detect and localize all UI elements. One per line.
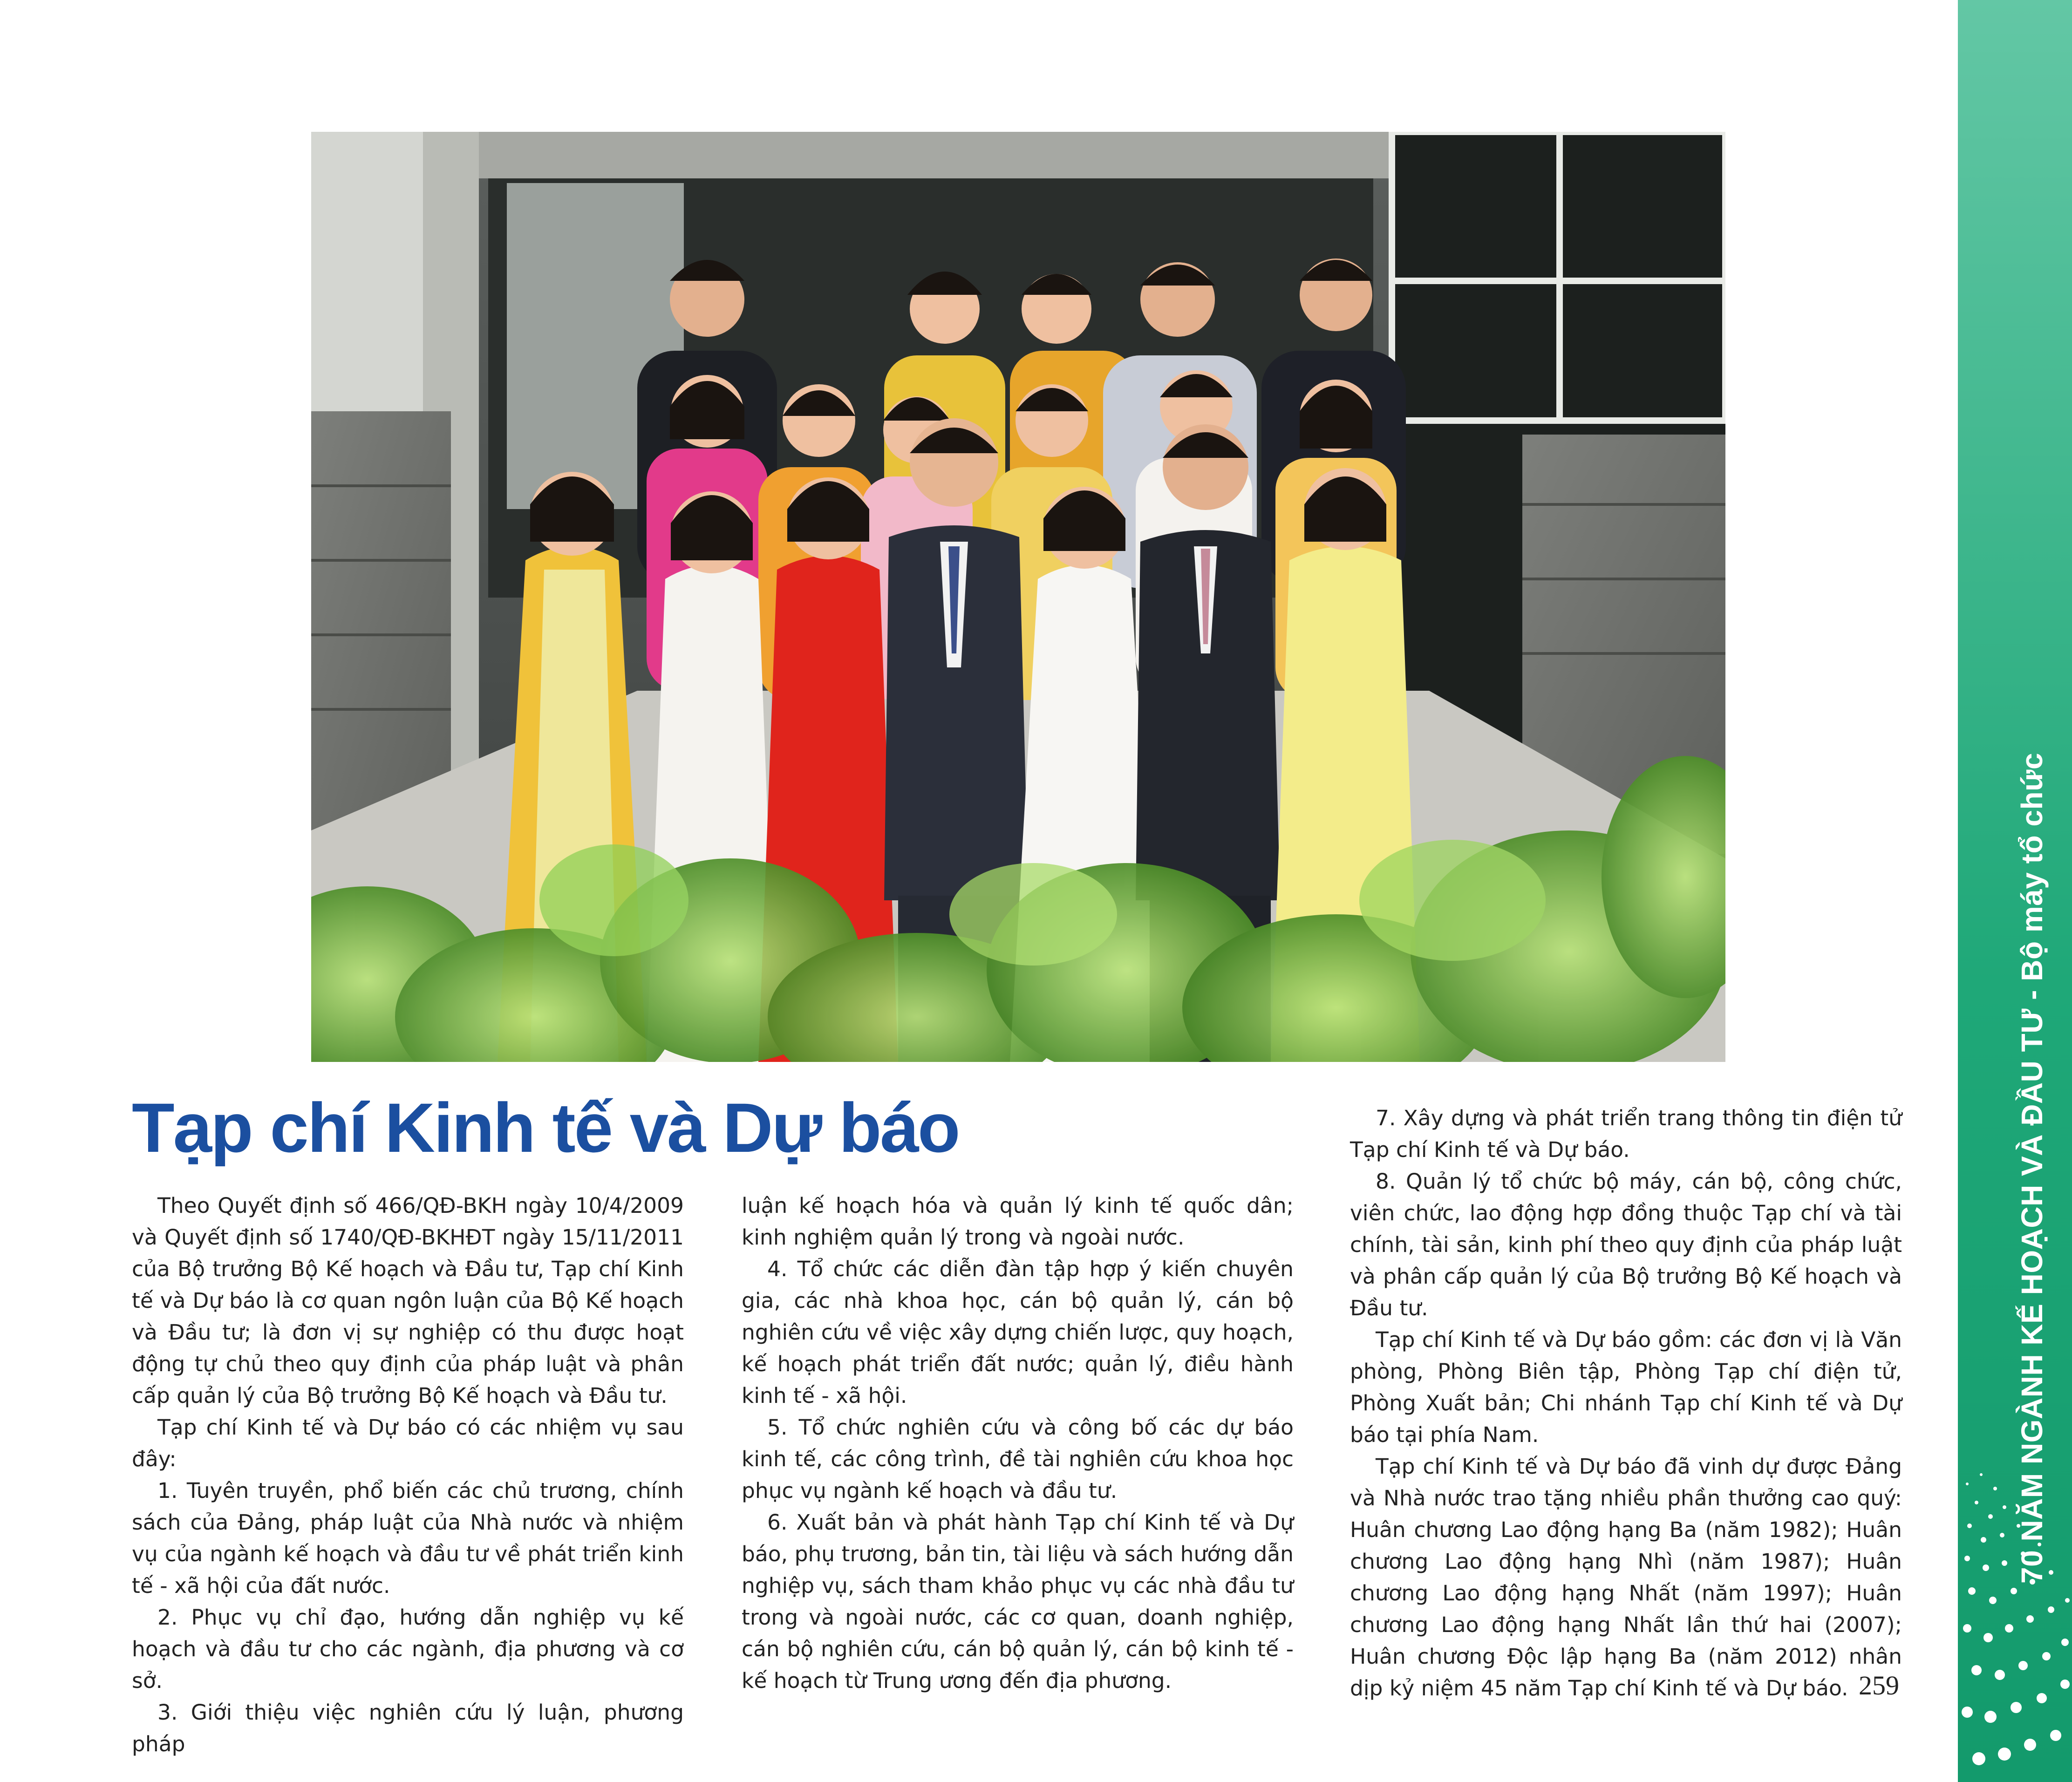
group-photo-scene	[311, 132, 1725, 1062]
paragraph: Tạp chí Kinh tế và Dự báo có các nhiệm vụ sau đây:	[132, 1415, 684, 1471]
paragraph: 8. Quản lý tổ chức bộ máy, cán bộ, công chức, viên chức, lao động hợp đồng thuộc Tạp chí và tài chính, tài sản, kinh phí theo quy định của pháp luật và phân cấp quản lý của Bộ trưởng Bộ Kế hoạch và Đầu tư.	[1350, 1169, 1902, 1320]
paragraph: 1. Tuyên truyền, phổ biến các chủ trương, chính sách của Đảng, pháp luật của Nhà nước và nhiệm vụ của ngành kế hoạch và đầu tư về phát triển kinh tế - xã hội của đất nước.	[132, 1478, 684, 1598]
paragraph: Tạp chí Kinh tế và Dự báo gồm: các đơn vị là Văn phòng, Phòng Biên tập, Phòng Tạp chí điện tử, Phòng Xuất bản; Chi nhánh Tạp chí Kinh tế và Dự báo tại phía Nam.	[1350, 1327, 1902, 1447]
paragraph: 6. Xuất bản và phát hành Tạp chí Kinh tế và Dự báo, phụ trương, bản tin, tài liệu và sách hướng dẫn nghiệp vụ, sách tham khảo phục vụ các nhà đầu tư trong và ngoài nước, các cơ quan, doanh nghiệp, cán bộ nghiên cứu, cán bộ quản lý, cán bộ kinh tế - kế hoạch từ Trung ương đến địa phương.	[742, 1510, 1294, 1693]
paragraph: 3. Giới thiệu việc nghiên cứu lý luận, phương pháp	[132, 1700, 684, 1756]
text-column-3	[1350, 1102, 1902, 1704]
paragraph: 5. Tổ chức nghiên cứu và công bố các dự báo kinh tế, các công trình, đề tài nghiên cứu khoa học phục vụ ngành kế hoạch và đầu tư.	[742, 1415, 1294, 1503]
paragraph: luận kế hoạch hóa và quản lý kinh tế quốc dân; kinh nghiệm quản lý trong và ngoài nước.	[742, 1193, 1294, 1250]
paragraph: 2. Phục vụ chỉ đạo, hướng dẫn nghiệp vụ kế hoạch và đầu tư cho các ngành, địa phương và cơ sở.	[132, 1605, 684, 1693]
page-number: 259	[1859, 1670, 1899, 1700]
text-column-2	[742, 1190, 1294, 1697]
article-title: Tạp chí Kinh tế và Dự báo	[132, 1088, 959, 1167]
paragraph: 7. Xây dựng và phát triển trang thông tin điện tử Tạp chí Kinh tế và Dự báo.	[1350, 1106, 1902, 1162]
paragraph: Theo Quyết định số 466/QĐ-BKH ngày 10/4/2009 và Quyết định số 1740/QĐ-BKHĐT ngày 15/11/2011 của Bộ trưởng Bộ Kế hoạch và Đầu tư, Tạp chí Kinh tế và Dự báo là cơ quan ngôn luận của Bộ Kế hoạch và Đầu tư; là đơn vị sự nghiệp có thu được hoạt động tự chủ theo quy định của pháp luật và phân cấp quản lý của Bộ trưởng Bộ Kế hoạch và Đầu tư.	[132, 1193, 684, 1408]
paragraph: Tạp chí Kinh tế và Dự báo đã vinh dự được Đảng và Nhà nước trao tặng nhiều phần thưởng cao quý: Huân chương Lao động hạng Ba (năm 1982); Huân chương Lao động hạng Nhì (năm 1987); Huân chương Lao động hạng Nhất (năm 1997); Huân chương Lao động hạng Nhất lần thứ hai (2007); Huân chương Độc lập hạng Ba (năm 2012) nhân dịp kỷ niệm 45 năm Tạp chí Kinh tế và Dự báo.	[1350, 1454, 1902, 1700]
paragraph: 4. Tổ chức các diễn đàn tập hợp ý kiến chuyên gia, các nhà khoa học, cán bộ quản lý, cán bộ nghiên cứu về việc xây dựng chiến lược, quy hoạch, kế hoạch phát triển đất nước; quản lý, điều hành kinh tế - xã hội.	[742, 1257, 1294, 1408]
side-band-label: 70 NĂM NGÀNH KẾ HOẠCH VÀ ĐẦU TƯ - Bộ máy tổ chức	[2015, 752, 2049, 1584]
text-column-1	[132, 1190, 684, 1760]
group-photo	[311, 132, 1725, 1062]
